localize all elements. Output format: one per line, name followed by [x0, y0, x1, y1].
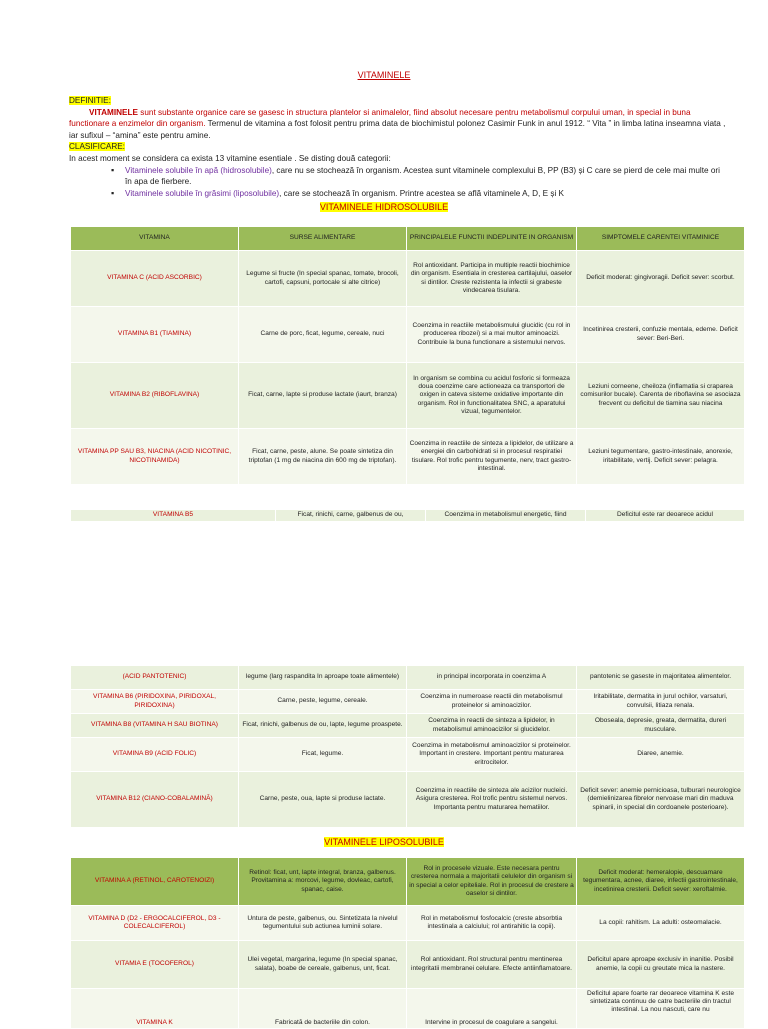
lipo-title-text: VITAMINELE LIPOSOLUBILE: [324, 837, 444, 847]
category-lipo-desc: , care se stochează în organism. Printre acestea se află vitaminele A, D, E și K: [279, 188, 564, 198]
table-row: [71, 989, 745, 1029]
vitamin-deficiency: Oboseala, depresie, greata, dermatita, dureri musculare.: [577, 714, 745, 738]
vitamin-name: VITAMINA PP SAU B3, NIACINA (ACID NICOTINIC, NICOTINAMIDA): [71, 429, 239, 485]
vitamin-functions: Coenzima in reactiile de sinteza a lipidelor, de utilizare a energiei din carbohidrati si in procesul respiratiei tisulare. Rol trofic pentru tegumente, nerv, tract gastro-intestinal.: [407, 429, 577, 485]
hidro-table-continued: [70, 665, 745, 828]
vitamin-sources: legume (larg raspandita In aproape toate alimentele): [239, 666, 407, 690]
table-row: [71, 690, 745, 714]
vitamin-deficiency: Deficitul este rar deoarece acidul: [586, 510, 745, 522]
hidro-table: [70, 226, 745, 485]
hidro-title-text: VITAMINELE HIDROSOLUBILE: [319, 202, 449, 212]
table-row: [71, 772, 745, 828]
vitamin-functions: Rol in procesele vizuale. Este necesara pentru cresterea normala a majoritatii celulelor din organism si in special a celor epiteliale. Rol in procesul de crestere a oaselor si dintilor.: [407, 858, 577, 906]
page-title: VITAMINELE: [357, 70, 411, 80]
vitamin-sources: Ulei vegetal, margarina, legume (In special spanac, salata), boabe de cereale, galbenus, unt, ficat.: [239, 941, 407, 989]
lipo-section-title: [0, 837, 768, 847]
category-item-hidro: [125, 165, 729, 188]
vitamin-name: VITAMINA B6 (PIRIDOXINA, PIRIDOXAL, PIRIDOXINA): [71, 690, 239, 714]
table-row: [71, 858, 745, 906]
vitamin-deficiency: Deficitul apare foarte rar deoarece vitamina K este sintetizata continuu de catre bacteriile din tractul intestinal. La nou nascuti, care nu: [577, 989, 745, 1029]
vitamin-sources: Ficat, rinichi, galbenus de ou, lapte, legume proaspete.: [239, 714, 407, 738]
vitamin-deficiency: Leziuni corneene, cheiloza (inflamatia si craparea comisurilor bucale). Carenta de riboflavina se asociaza frecvent cu deficitul de tiamina sau niacina: [577, 363, 745, 429]
lipo-table: [70, 857, 745, 1029]
clasificare-label: CLASIFICARE:: [69, 142, 125, 152]
header-simptome: SIMPTOMELE CARENTEI VITAMINICE: [577, 227, 745, 251]
vitamin-name: VITAMINA C (ACID ASCORBIC): [71, 251, 239, 307]
vitamin-deficiency: pantotenic se gaseste in majoritatea alimentelor.: [577, 666, 745, 690]
vitamin-sources: Retinol: ficat, unt, lapte integral, branza, galbenus. Provitamina a: morcovi, legume, dovleac, cartofi, spanac, caise.: [239, 858, 407, 906]
vitamin-functions: In organism se combina cu acidul fosforic si formeaza doua coenzime care actioneaza ca transportori de oxigen in cateva sisteme oxidative importante din organism. Rol in functionalitatea SNC, a aparatului vizual, tegumentelor.: [407, 363, 577, 429]
clasificare-text: In acest moment se considera ca exista 13 vitamine esentiale . Se disting două categorii:: [69, 153, 391, 163]
header-surse: SURSE ALIMENTARE: [239, 227, 407, 251]
vitamin-name: VITAMINA K: [71, 989, 239, 1029]
b5-table-top: [70, 509, 745, 522]
vitamin-name: VITAMINA B9 (ACID FOLIC): [71, 738, 239, 772]
header-functii: PRINCIPALELE FUNCTII INDEPLINITE IN ORGANISM: [407, 227, 577, 251]
vitamin-name: VITAMINA B5: [71, 510, 276, 522]
category-hidro-name: Vitaminele solubile în apă (hidrosolubile): [125, 165, 272, 175]
table-row: [71, 510, 745, 522]
vitamin-functions: Coenzima in numeroase reactii din metabolismul proteinelor si aminoacizilor.: [407, 690, 577, 714]
table-row: [71, 307, 745, 363]
vitamin-sources: Ficat, carne, lapte si produse lactate (iaurt, branza): [239, 363, 407, 429]
vitamin-name: VITAMINA B1 (TIAMINA): [71, 307, 239, 363]
vitamin-deficiency: Deficit moderat: hemeralopie, descuamare tegumentara, acnee, diaree, infectii gastrointestinale, incetinirea cresterii. Deficit sever: xeroftalmie.: [577, 858, 745, 906]
vitamin-deficiency: Incetinirea cresterii, confuzie mentala, edeme. Deficit sever: Beri-Beri.: [577, 307, 745, 363]
category-item-lipo: [125, 188, 729, 200]
vitamin-functions: Rol antioxidant. Rol structural pentru mentinerea integritatii membranei celulare. Efecte antiinflamatoare.: [407, 941, 577, 989]
definitie-text-red: sunt substante organice care se gasesc in structura plantelor si animalelor, fiind absolut necesare pentru metabolismul corpului uman, in special in buna functionare a enzimelor din organism.: [69, 107, 691, 129]
vitamin-sources: Carne de porc, ficat, legume, cereale, nuci: [239, 307, 407, 363]
vitamin-sources: Ficat, legume.: [239, 738, 407, 772]
vitamin-name: VITAMINA B2 (RIBOFLAVINA): [71, 363, 239, 429]
table-row: [71, 251, 745, 307]
table-row: [71, 906, 745, 941]
vitamin-sources: Legume si fructe (In special spanac, tomate, brocoli, cartofi, capsuni, portocale si alte citrice): [239, 251, 407, 307]
table-row: [71, 714, 745, 738]
vitamin-name: VITAMINA D (D2 - ERGOCALCIFEROL, D3 - COLECALCIFEROL): [71, 906, 239, 941]
vitamin-functions: Coenzima in reactii de sinteza a lipidelor, in metabolismul aminoacizilor si glucidelor.: [407, 714, 577, 738]
vitamin-sources: Ficat, carne, peste, alune. Se poate sintetiza din triptofan (1 mg de niacina din 600 mg de triptofan).: [239, 429, 407, 485]
vitamin-name: VITAMINA B8 (VITAMINA H SAU BIOTINA): [71, 714, 239, 738]
definitie-term: VITAMINELE: [89, 107, 138, 117]
vitamin-functions: Rol antioxidant. Participa in multiple reactii biochimice din organism. Esentiala in cresterea cartilajului, oaselor si dintilor. Creste rezistenta la infectii si grabeste vindecarea tisulara.: [407, 251, 577, 307]
table-row: [71, 666, 745, 690]
category-list: [69, 165, 729, 200]
vitamin-name: VITAMINA B12 (CIANO-COBALAMINĂ): [71, 772, 239, 828]
vitamin-sources: Ficat, rinichi, carne, galbenus de ou,: [276, 510, 426, 522]
vitamin-functions: Rol in metabolismul fosfocalcic (creste absorbtia intestinala a calciului; rol antirahitic la copii).: [407, 906, 577, 941]
table-row: [71, 738, 745, 772]
vitamin-name: (ACID PANTOTENIC): [71, 666, 239, 690]
table-row: [71, 429, 745, 485]
vitamin-sources: Carne, peste, legume, cereale.: [239, 690, 407, 714]
header-vitamina: VITAMINA: [71, 227, 239, 251]
category-hidro-desc: , care nu se stochează în organism. Acestea sunt vitaminele complexului B, PP (B3) și C care se pierd de cele mai multe ori în apa de fierbere.: [125, 165, 720, 187]
vitamin-deficiency: Iritabilitate, dermatita in jurul ochilor, varsaturi, convulsii, litiaza renala.: [577, 690, 745, 714]
intro-section: [69, 95, 729, 199]
vitamin-functions: Coenzima in reactiile metabolismului glucidic (cu rol in producerea ribozei) si a mai multor aminoacizi. Contribuie la buna functionare a sistemului nervos.: [407, 307, 577, 363]
vitamin-functions: Coenzima in metabolismul energetic, fiind: [426, 510, 586, 522]
vitamin-functions: Coenzima in metabolismul aminoacizilor si proteinelor. Important in crestere. Important pentru maturarea eritrocitelor.: [407, 738, 577, 772]
hidro-section-title: [0, 202, 768, 212]
vitamin-deficiency: Diaree, anemie.: [577, 738, 745, 772]
vitamin-deficiency: Deficit sever: anemie pernicioasa, tulburari neurologice (demielinizarea fibrelor nervoase mari din maduva spinarii, in special din cordoanele posterioare).: [577, 772, 745, 828]
vitamin-sources: Carne, peste, oua, lapte si produse lactate.: [239, 772, 407, 828]
vitamin-functions: Coenzima in reactiile de sinteza ale acizilor nucleici. Asigura cresterea. Rol trofic pentru sistemul nervos. Importanta pentru maturarea hematiilor.: [407, 772, 577, 828]
vitamin-functions: Intervine in procesul de coagulare a sangelui.: [407, 989, 577, 1029]
table-header-row: [71, 227, 745, 251]
vitamin-sources: Fabricată de bacteriile din colon.: [239, 989, 407, 1029]
table-row: [71, 363, 745, 429]
vitamin-name: VITAMINA A (RETINOL, CAROTENOIZI): [71, 858, 239, 906]
vitamin-deficiency: La copii: rahitism. La adulti: osteomalacie.: [577, 906, 745, 941]
vitamin-name: VITAMIA E (TOCOFEROL): [71, 941, 239, 989]
vitamin-deficiency: Deficitul apare aproape exclusiv in inanitie. Posibil anemie, la copii cu greutate mica la nastere.: [577, 941, 745, 989]
category-lipo-name: Vitaminele solubile în grăsimi (liposolubile): [125, 188, 280, 198]
vitamin-sources: Untura de peste, galbenus, ou. Sintetizata la nivelul tegumentului sub actiunea luminii solare.: [239, 906, 407, 941]
table-row: [71, 941, 745, 989]
definitie-text: Termenul de vitamina a fost folosit pentru prima data de biochimistul polonez Casimir Funk in anul 1912. “ Vita ” in limba latina inseamna viata , iar sufixul – “amina” este pentru amine.: [69, 119, 726, 140]
vitamin-deficiency: Leziuni tegumentare, gastro-intestinale, anorexie, iritabilitate, vertij. Deficit sever: pelagra.: [577, 429, 745, 485]
vitamin-deficiency: Deficit moderat: gingivoragii. Deficit sever: scorbut.: [577, 251, 745, 307]
definitie-label: DEFINITIE:: [69, 96, 111, 105]
vitamin-functions: in principal incorporata in coenzima A: [407, 666, 577, 690]
